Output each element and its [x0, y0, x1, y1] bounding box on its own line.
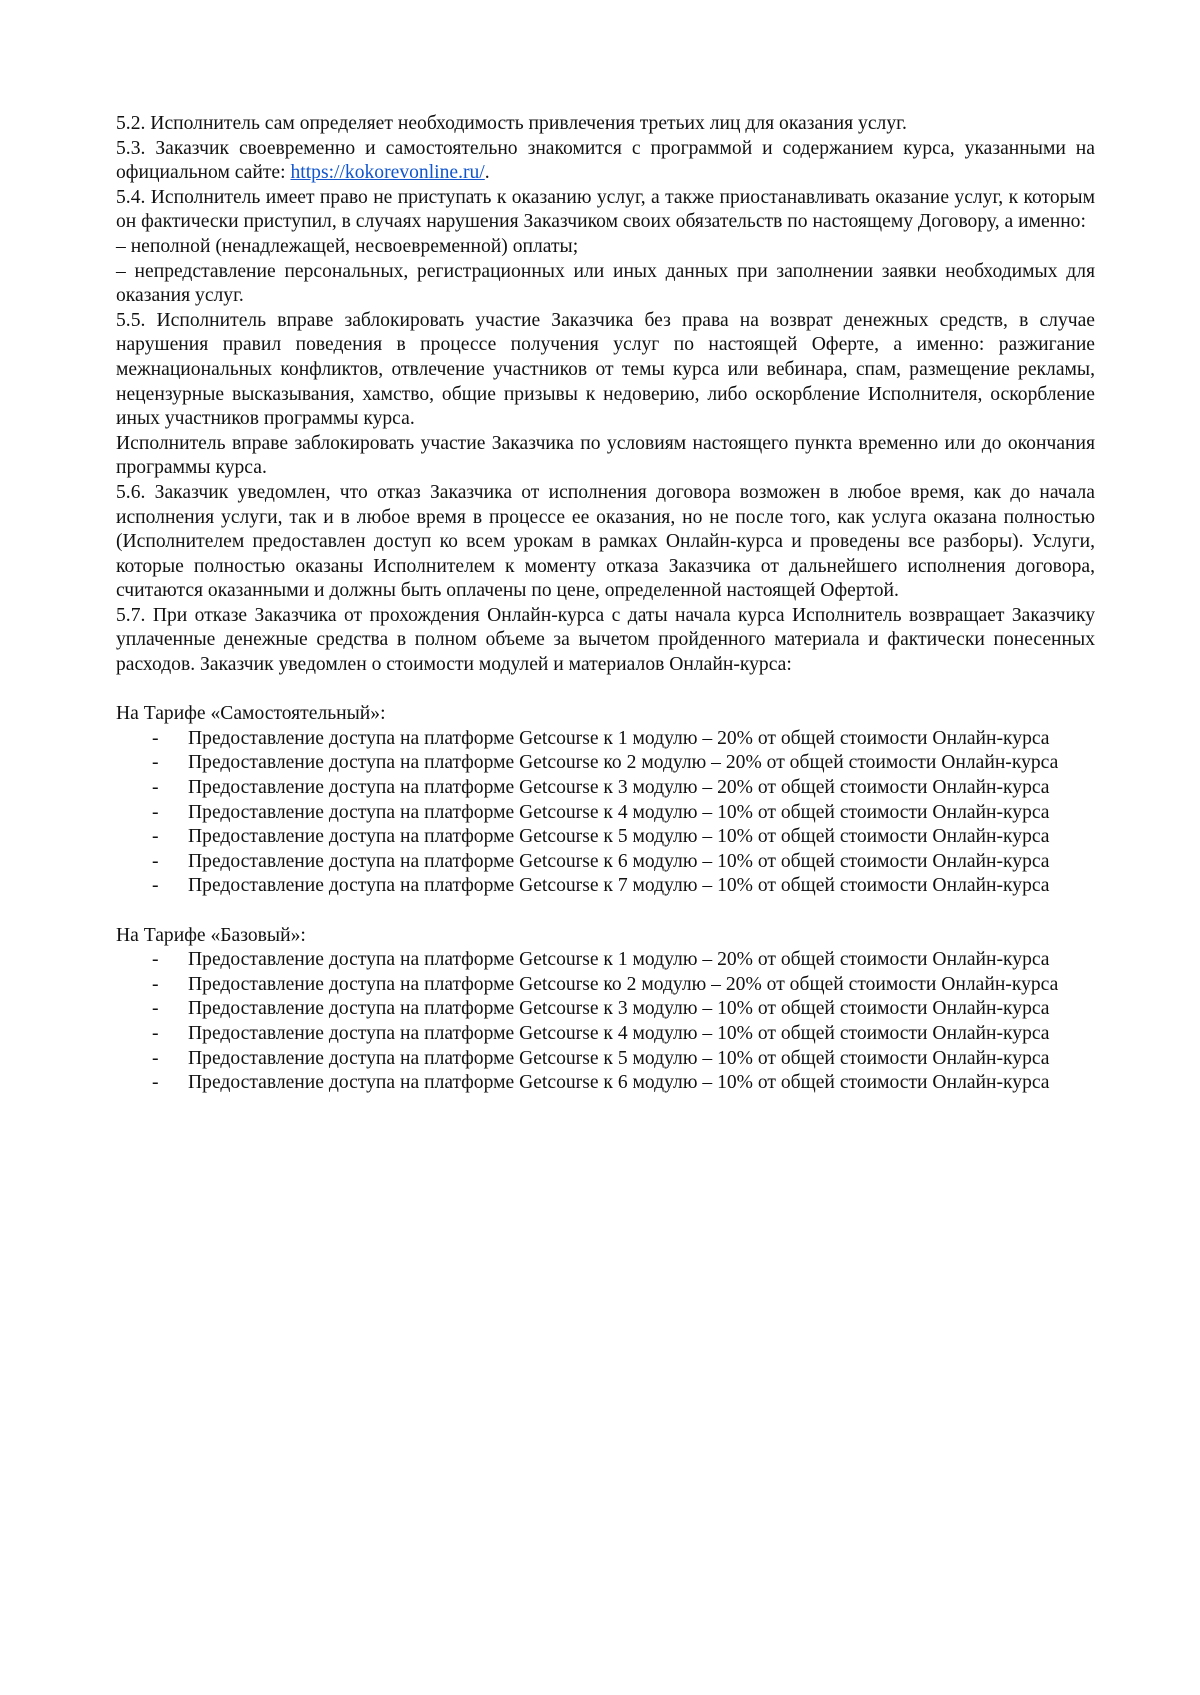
clause-5-3-text: 5.3. Заказчик своевременно и самостоятельно знакомится с программой и содержанием курса, указанными на официальном сайте:: [116, 137, 1095, 184]
dash-bullet-icon: -: [152, 850, 159, 872]
dash-bullet-icon: -: [152, 949, 159, 971]
list-item: [116, 1071, 1095, 1096]
document-page: [116, 112, 1095, 1096]
clause-5-5-extra: Исполнитель вправе заблокировать участие Заказчика по условиям настоящего пункта временно или до окончания программы курса.: [116, 432, 1095, 479]
dash-bullet-icon: -: [152, 875, 159, 897]
clause-5-4-item: – непредставление персональных, регистрационных или иных данных при заполнении заявки необходимых для оказания услуг.: [116, 260, 1095, 307]
list-item: [116, 727, 1095, 752]
list-item-text: Предоставление доступа на платформе Getcourse к 3 модулю – 20% от общей стоимости Онлайн-курса: [188, 777, 1050, 799]
clause-5-4-item: – неполной (ненадлежащей, несвоевременной) оплаты;: [116, 235, 579, 257]
list-item-text: Предоставление доступа на платформе Getcourse к 1 модулю – 20% от общей стоимости Онлайн-курса: [188, 949, 1050, 971]
spacer: [116, 678, 1095, 703]
list-item: [116, 850, 1095, 875]
clause-5-3-end: .: [484, 162, 490, 184]
clause-5-2: 5.2. Исполнитель сам определяет необходимость привлечения третьих лиц для оказания услуг.: [116, 113, 907, 134]
clause-5-5: 5.5. Исполнитель вправе заблокировать участие Заказчика без права на возврат денежных средств, в случае нарушения правил поведения в процессе получения услуг по настоящей Оферте, а именно: разжигание межнациональных конфликтов, отвлечение участников от темы курса или вебинара, спам, размещение рекламы, нецензурные высказывания, хамство, общие призывы к недоверию, либо оскорбление Исполнителя, оскорбление иных участников программы курса.: [116, 309, 1095, 430]
list-item: [116, 1022, 1095, 1047]
dash-bullet-icon: -: [152, 752, 159, 774]
dash-bullet-icon: -: [152, 727, 159, 749]
list-item: [116, 801, 1095, 826]
list-item: [116, 997, 1095, 1022]
list-item-text: Предоставление доступа на платформе Getcourse к 5 модулю – 10% от общей стоимости Онлайн-курса: [188, 1047, 1050, 1069]
list-item-text: Предоставление доступа на платформе Getcourse к 1 модулю – 20% от общей стоимости Онлайн-курса: [188, 727, 1050, 749]
list-item: [116, 948, 1095, 973]
dash-bullet-icon: -: [152, 973, 159, 995]
dash-bullet-icon: -: [152, 1022, 159, 1044]
tariff-section-samostoyatelny: [116, 702, 1095, 899]
list-item: [116, 776, 1095, 801]
list-item: [116, 973, 1095, 998]
spacer: [116, 899, 1095, 924]
dash-bullet-icon: -: [152, 1047, 159, 1069]
clause-5-6: 5.6. Заказчик уведомлен, что отказ Заказчика от исполнения договора возможен в любое время, как до начала исполнения услуги, так и в любое время в процессе ее оказания, но не после того, как услуга оказана полностью (Исполнителем предоставлен доступ ко всем урокам в рамках Онлайн-курса и проведены все разборы). Услуги, которые полностью оказаны Исполнителем к моменту отказа Заказчика от дальнейшего исполнения договора, считаются оказанными и должны быть оплачены по цене, определенной настоящей Офертой.: [116, 481, 1095, 602]
clause-5-4: 5.4. Исполнитель имеет право не приступать к оказанию услуг, а также приостанавливать оказание услуг, к которым он фактически приступил, в случаях нарушения Заказчиком своих обязательств по настоящему Договору, а именно:: [116, 186, 1095, 233]
list-item-text: Предоставление доступа на платформе Getcourse к 3 модулю – 10% от общей стоимости Онлайн-курса: [188, 998, 1050, 1020]
list-item-text: Предоставление доступа на платформе Getcourse к 4 модулю – 10% от общей стоимости Онлайн-курса: [188, 801, 1050, 823]
dash-bullet-icon: -: [152, 826, 159, 848]
list-item-text: Предоставление доступа на платформе Getcourse к 6 модулю – 10% от общей стоимости Онлайн-курса: [188, 850, 1050, 872]
list-item: [116, 825, 1095, 850]
list-item: [116, 874, 1095, 899]
dash-bullet-icon: -: [152, 998, 159, 1020]
list-item-text: Предоставление доступа на платформе Getcourse ко 2 модулю – 20% от общей стоимости Онлайн-курса: [188, 973, 1059, 995]
list-item-text: Предоставление доступа на платформе Getcourse к 4 модулю – 10% от общей стоимости Онлайн-курса: [188, 1022, 1050, 1044]
website-link[interactable]: https://kokorevonline.ru/: [290, 162, 485, 184]
list-item: [116, 1047, 1095, 1072]
dash-bullet-icon: -: [152, 1072, 159, 1094]
module-list: [116, 948, 1095, 1096]
clause-5-3: [116, 137, 1095, 186]
list-item-text: Предоставление доступа на платформе Getcourse к 7 модулю – 10% от общей стоимости Онлайн-курса: [188, 875, 1050, 897]
list-item-text: Предоставление доступа на платформе Getcourse ко 2 модулю – 20% от общей стоимости Онлайн-курса: [188, 752, 1059, 774]
list-item-text: Предоставление доступа на платформе Getcourse к 6 модулю – 10% от общей стоимости Онлайн-курса: [188, 1072, 1050, 1094]
list-item: [116, 751, 1095, 776]
tariff-section-bazovy: [116, 924, 1095, 1096]
tariff-title: На Тарифе «Самостоятельный»:: [116, 703, 386, 725]
dash-bullet-icon: -: [152, 777, 159, 799]
dash-bullet-icon: -: [152, 801, 159, 823]
tariff-title: На Тарифе «Базовый»:: [116, 924, 306, 946]
list-item-text: Предоставление доступа на платформе Getcourse к 5 модулю – 10% от общей стоимости Онлайн-курса: [188, 826, 1050, 848]
clause-5-7: 5.7. При отказе Заказчика от прохождения Онлайн-курса с даты начала курса Исполнитель возвращает Заказчику уплаченные денежные средства в полном объеме за вычетом пройденного материала и фактически понесенных расходов. Заказчик уведомлен о стоимости модулей и материалов Онлайн-курса:: [116, 604, 1095, 676]
module-list: [116, 727, 1095, 899]
